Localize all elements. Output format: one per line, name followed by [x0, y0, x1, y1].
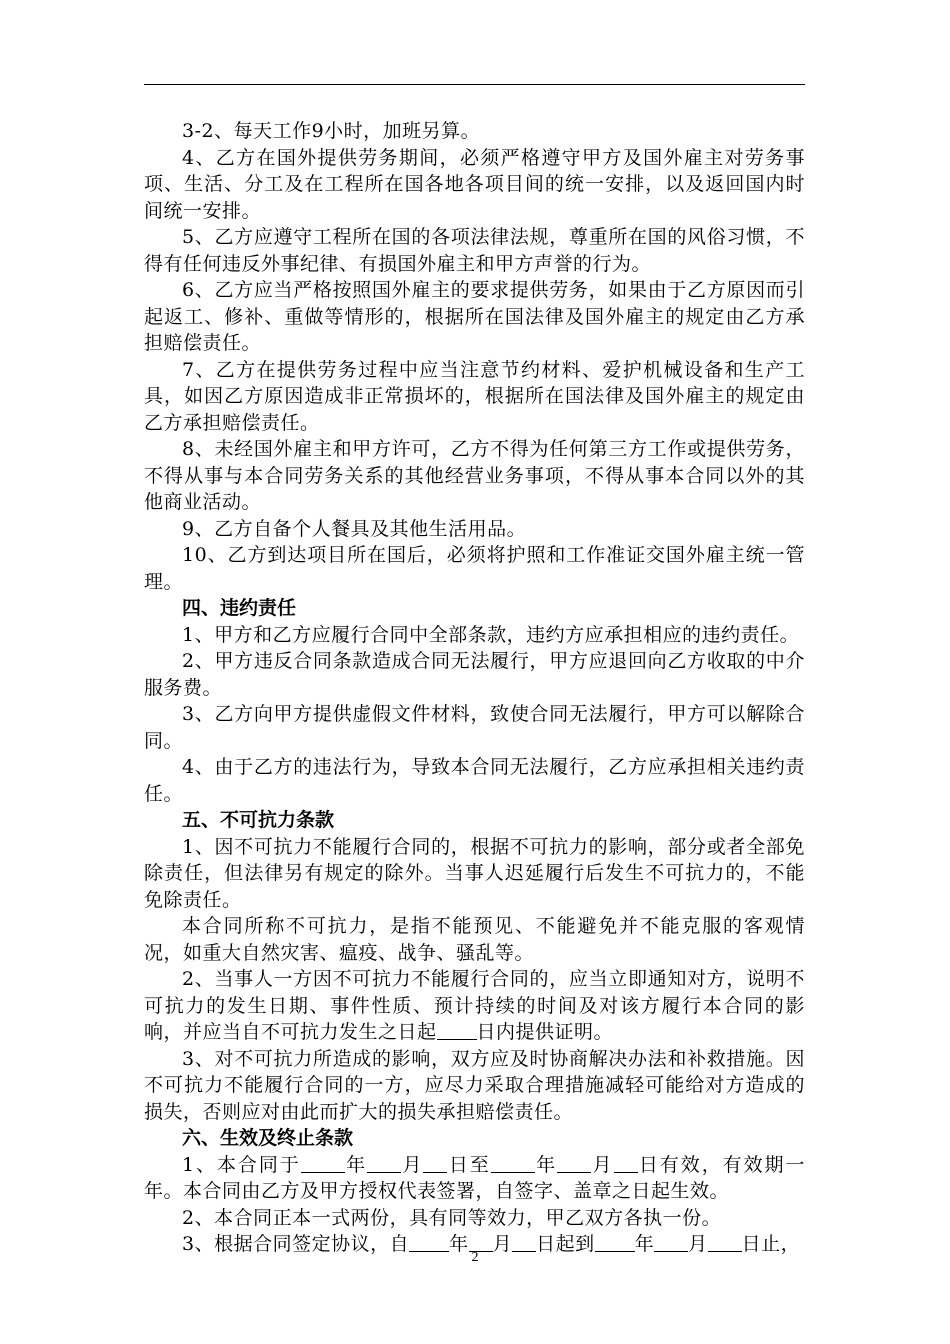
document-body: [144, 118, 805, 1258]
fill-blank: [654, 1232, 688, 1252]
paragraph: 2、甲方违反合同条款造成合同无法履行，甲方应退回向乙方收取的中介服务费。: [144, 650, 805, 699]
paragraph-text: 月: [591, 1153, 614, 1176]
page-number: 2: [471, 1250, 479, 1265]
paragraph: 本合同所称不可抗力，是指不能预见、不能避免并不能克服的客观情况，如重大自然灾害、瘟疫、战争、骚乱等。: [144, 915, 805, 964]
header-rule: [144, 84, 805, 85]
paragraph: 5、乙方应遵守工程所在国的各项法律法规，尊重所在国的风俗习惯，不得有任何违反外事纪律、有损国外雇主和甲方声誉的行为。: [144, 226, 805, 275]
paragraph-text: 日止，: [741, 1233, 801, 1255]
paragraph-text: 2、当事人一方因不可抗力不能履行合同的，应当立即通知对方，说明不可抗力的发生日期、事件性质、预计持续的时间及对该方履行本合同的影响，并应当自不可抗力发生之日起: [144, 968, 805, 1043]
paragraph: 9、乙方自备个人餐具及其他生活用品。: [182, 517, 527, 540]
paragraph-text: 日内提供证明。: [476, 1021, 614, 1043]
fill-blank: [301, 1153, 345, 1173]
paragraph: 8、未经国外雇主和甲方许可，乙方不得为任何第三方工作或提供劳务，不得从事与本合同劳务关系的其他经营业务事项，不得从事本合同以外的其他商业活动。: [144, 438, 805, 513]
paragraph-text: 月: [492, 1233, 513, 1255]
paragraph-text: 月: [688, 1233, 708, 1255]
paragraph: 3、对不可抗力所造成的影响，双方应及时协商解决办法和补救措施。因不可抗力不能履行合同的一方，应尽力采取合理措施减轻可能给对方造成的损失，否则应对由此而扩大的损失承担赔偿责任。: [144, 1047, 805, 1123]
paragraph: 4、乙方在国外提供劳务期间，必须严格遵守甲方及国外雇主对劳务事项、生活、分工及在工程所在国各地各项目间的统一安排，以及返回国内时间统一安排。: [144, 146, 805, 222]
paragraph-text: 日有效，有效期一年。本合同由乙方及甲方授权代表签署，自签字、盖章之日起生效。: [144, 1153, 805, 1202]
paragraph-text: 日起到: [536, 1233, 595, 1255]
fill-blank: [367, 1153, 401, 1173]
section-heading-breach: 四、违约责任: [182, 597, 297, 619]
paragraph: 2、本合同正本一式两份，具有同等效力，甲乙双方各执一份。: [182, 1206, 722, 1229]
paragraph-text: 年: [634, 1233, 655, 1255]
paragraph: 3-2、每天工作9小时，加班另算。: [182, 120, 481, 142]
fill-blank: [595, 1232, 635, 1252]
paragraph-text: 日至: [447, 1153, 491, 1176]
paragraph: 1、甲方和乙方应履行合同中全部条款，违约方应承担相应的违约责任。: [182, 623, 800, 646]
paragraph-text: 年: [534, 1153, 558, 1176]
fill-blank: [614, 1153, 638, 1173]
paragraph-text: 月: [401, 1153, 424, 1176]
paragraph-text: 年: [449, 1233, 469, 1255]
paragraph-text: 3、根据合同签定协议，自: [182, 1233, 410, 1255]
section-heading-effectiveness: 六、生效及终止条款: [182, 1127, 354, 1149]
fill-blank: [423, 1153, 447, 1173]
paragraph: 10、乙方到达项目所在国后，必须将护照和工作准证交国外雇主统一管理。: [144, 544, 805, 593]
fill-blank: [491, 1153, 535, 1173]
paragraph: [144, 1152, 805, 1205]
section-heading-force-majeure: 五、不可抗力条款: [182, 809, 335, 831]
paragraph: [144, 966, 805, 1046]
paragraph-text: 1、本合同于: [182, 1153, 301, 1176]
fill-blank: [512, 1232, 536, 1252]
paragraph: 3、乙方向甲方提供虚假文件材料，致使合同无法履行，甲方可以解除合同。: [144, 703, 805, 752]
fill-blank: [409, 1232, 449, 1252]
fill-blank: [469, 1232, 493, 1252]
paragraph: 1、因不可抗力不能履行合同的，根据不可抗力的影响，部分或者全部免除责任，但法律另有规定的除外。当事人迟延履行后发生不可抗力的，不能免除责任。: [144, 835, 805, 911]
paragraph: 6、乙方应当严格按照国外雇主的要求提供劳务，如果由于乙方原因而引起返工、修补、重做等情形的，根据所在国法律及国外雇主的规定由乙方承担赔偿责任。: [144, 279, 805, 354]
paragraph: 4、由于乙方的违法行为，导致本合同无法履行，乙方应承担相关违约责任。: [144, 756, 805, 805]
fill-blank: [557, 1153, 591, 1173]
fill-blank: [437, 1020, 477, 1040]
paragraph: 7、乙方在提供劳务过程中应当注意节约材料、爱护机械设备和生产工具，如因乙方原因造成非正常损坏的，根据所在国法律及国外雇主的规定由乙方承担赔偿责任。: [144, 358, 805, 434]
paragraph-text: 年: [344, 1153, 368, 1176]
fill-blank: [708, 1232, 742, 1252]
